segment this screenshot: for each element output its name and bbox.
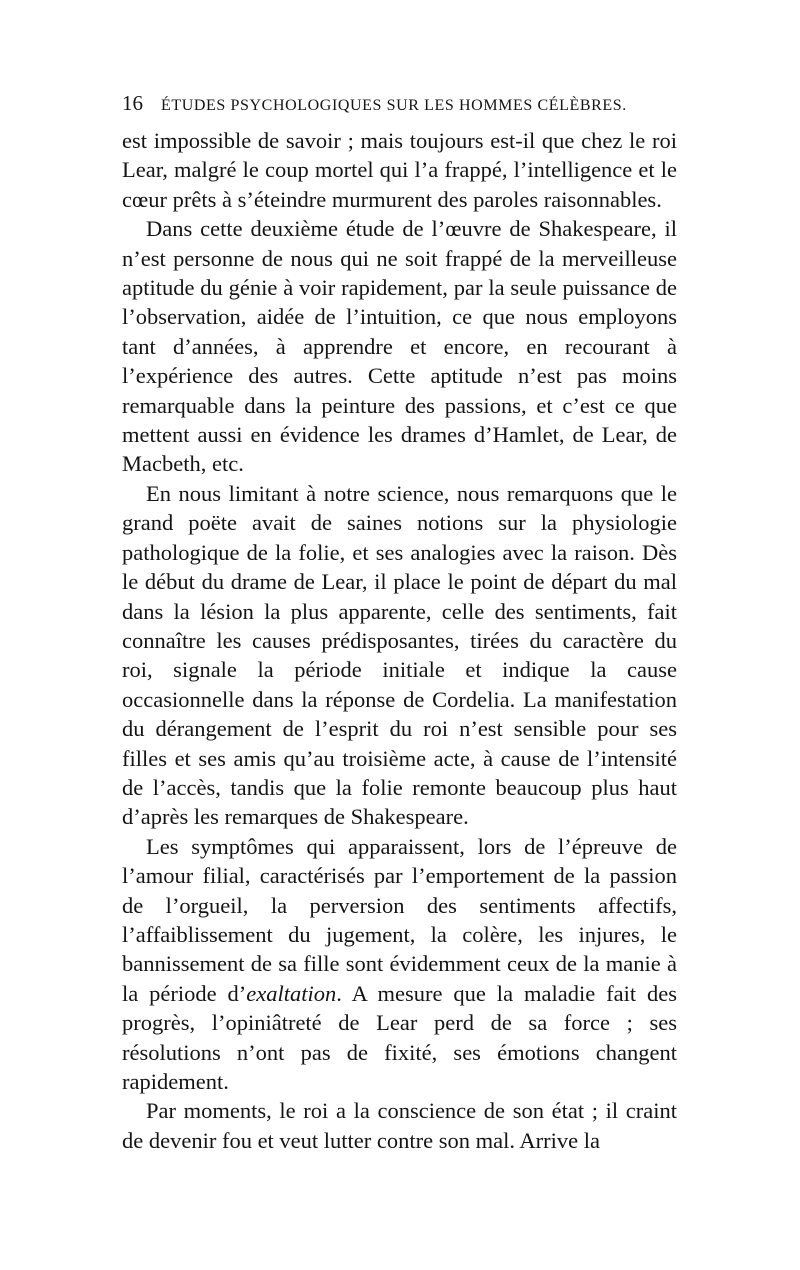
page-number: 16 — [122, 91, 143, 115]
symptoms-emphasis: exaltation — [246, 980, 337, 1006]
body-text — [122, 126, 677, 1155]
paragraph-conscience: Par moments, le roi a la conscience de son état ; il craint de devenir fou et veut lutter contre son mal. Arrive la — [122, 1098, 677, 1153]
symptoms-text-before: Les symptômes qui apparaissent, lors de l’épreuve de l’amour filial, caractérisés par l’emportement de la passion de l’orgueil, la perversion des sentiments affectifs, l’affaiblissement du jugement, la colère, les injures, le bannissement de sa fille sont évidemment ceux de la manie à la période d’ — [122, 833, 677, 1006]
paragraph-physiology: En nous limitant à notre science, nous remarquons que le grand poëte avait de saines notions sur la physiologie pathologique de la folie, et ses analogies avec la raison. Dès le début du drame de Lear, il place le point de départ du mal dans la lésion la plus apparente, celle des sentiments, fait connaître les causes prédisposantes, tirées du caractère du roi, signale la période initiale et indique la cause occasionnelle dans la réponse de Cordelia. La manifestation du dérangement de l’esprit du roi n’est sensible pour ses filles et ses amis qu’au troisième acte, à cause de l’intensité de l’accès, tandis que la folie remonte beaucoup plus haut d’après les remarques de Shakespeare. — [122, 480, 677, 830]
running-head — [122, 91, 687, 115]
symptoms-text-after: . A mesure que la maladie fait des progrès, l’opiniâtreté de Lear perd de sa force ; ses résolutions n’ont pas de fixité, ses émotions changent rapidement. — [122, 980, 677, 1094]
paragraph-symptoms — [122, 832, 677, 1097]
running-title: ÉTUDES PSYCHOLOGIQUES SUR LES HOMMES CÉLÈBRES. — [161, 97, 627, 114]
paragraph-shakespeare-study: Dans cette deuxième étude de l’œuvre de Shakespeare, il n’est personne de nous qui ne soit frappé de la merveilleuse aptitude du génie à voir rapidement, par la seule puissance de l’observation, aidée de l’intuition, ce que nous employons tant d’années, à apprendre et encore, en recourant à l’expérience des autres. Cette aptitude n’est pas moins remarquable dans la peinture des passions, et c’est ce que mettent aussi en évidence les drames d’Hamlet, de Lear, de Macbeth, etc. — [122, 216, 677, 477]
paragraph-continuation: est impossible de savoir ; mais toujours est-il que chez le roi Lear, malgré le coup mortel qui l’a frappé, l’intelligence et le cœur prêts à s’éteindre murmurent des paroles raisonnables. — [122, 128, 677, 212]
